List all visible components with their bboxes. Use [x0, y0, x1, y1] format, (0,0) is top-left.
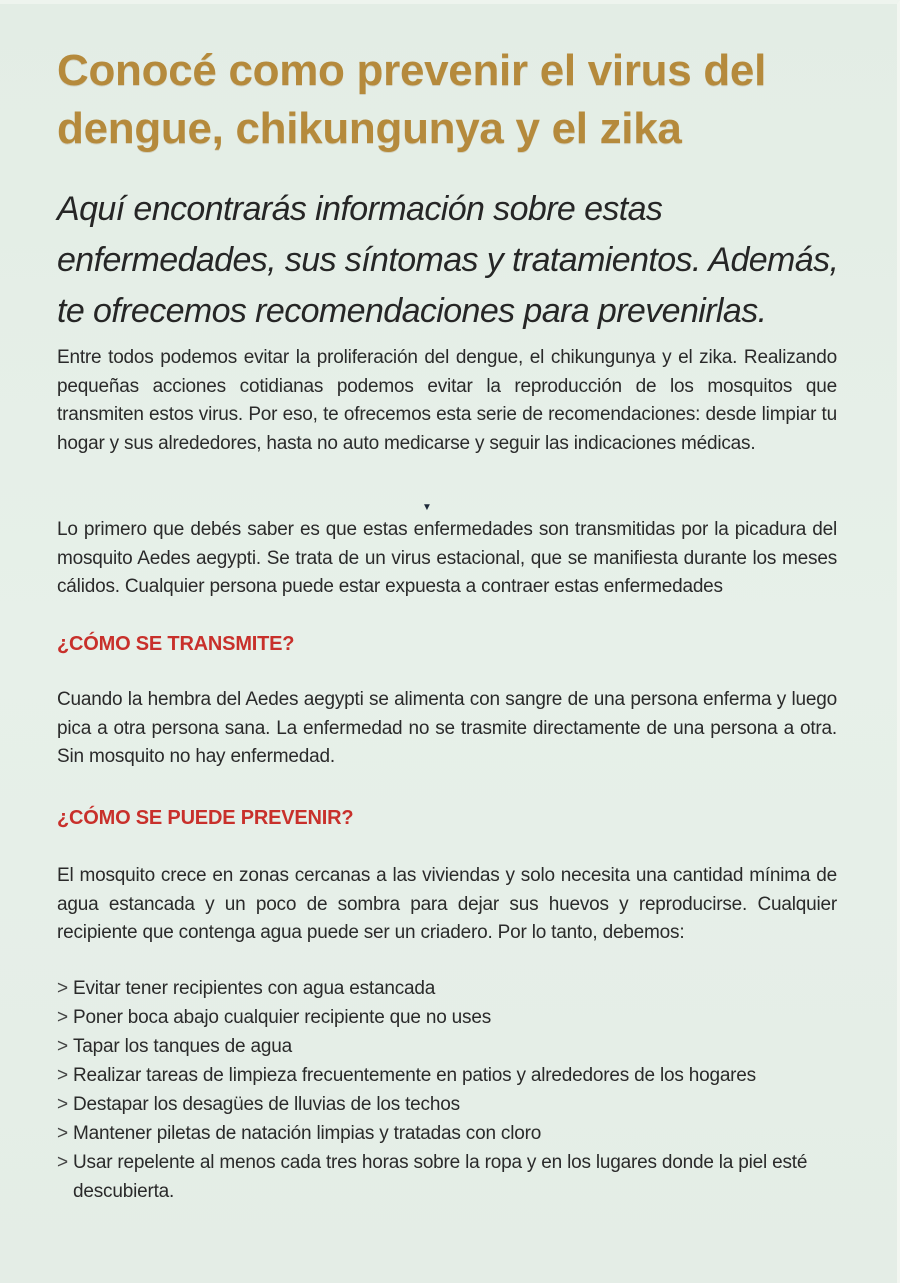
list-item [57, 1061, 827, 1090]
transmission-heading: ¿CÓMO SE TRANSMITE? [57, 633, 295, 655]
list-item-text: Destapar los desagües de lluvias de los techos [73, 1094, 460, 1115]
prevention-paragraph: El mosquito crece en zonas cercanas a las viviendas y solo necesita una cantidad mínima de agua estancada y un poco de sombra para dejar sus huevos y reproducirse. Cualquier recipiente que contenga agua puede ser un criadero. Por lo tanto, debemos: [57, 865, 837, 944]
first-paragraph: Lo primero que debés saber es que estas enfermedades son transmitidas por la picadura del mosquito Aedes aegypti. Se trata de un virus estacional, que se manifiesta durante los meses cálidos. Cualquier persona puede estar expuesta a contraer estas enfermedades [57, 519, 837, 598]
list-marker: > [57, 1094, 68, 1115]
list-item [57, 1003, 827, 1032]
list-item-text: Tapar los tanques de agua [73, 1036, 292, 1057]
prevention-heading: ¿CÓMO SE PUEDE PREVENIR? [57, 807, 354, 829]
intro-paragraph: Entre todos podemos evitar la proliferación del dengue, el chikungunya y el zika. Realizando pequeñas acciones cotidianas podemos evitar la reproducción de los mosquitos que transmiten estos virus. Por eso, te ofrecemos esta serie de recomendaciones: desde limpiar tu hogar y sus alrededores, hasta no auto medicarse y seguir las indicaciones médicas. [57, 347, 837, 454]
transmission-paragraph: Cuando la hembra del Aedes aegypti se alimenta con sangre de una persona enferma y luego pica a otra persona sana. La enfermedad no se trasmite directamente de una persona a otra. Sin mosquito no hay enfermedad. [57, 689, 837, 768]
page-subtitle: Aquí encontrarás información sobre estas enfermedades, sus síntomas y tratamientos. Además, te ofrecemos recomendaciones para prevenirlas. [57, 190, 839, 330]
list-item-text: Realizar tareas de limpieza frecuentemente en patios y alrededores de los hogares [73, 1065, 756, 1086]
list-marker: > [57, 1152, 68, 1173]
recommendations-list [57, 974, 827, 1206]
list-item [57, 1032, 827, 1061]
scan-speck-mark: ▼ [422, 502, 432, 513]
page-title: Conocé como prevenir el virus del dengue, chikungunya y el zika [57, 46, 766, 153]
list-item [57, 1148, 827, 1206]
list-marker: > [57, 1123, 68, 1144]
list-marker: > [57, 978, 68, 999]
list-item-text: Mantener piletas de natación limpias y tratadas con cloro [73, 1123, 542, 1144]
list-item [57, 974, 827, 1003]
list-marker: > [57, 1036, 68, 1057]
list-item-text: Usar repelente al menos cada tres horas sobre la ropa y en los lugares donde la piel esté descubierta. [73, 1152, 808, 1202]
list-item [57, 1119, 827, 1148]
list-marker: > [57, 1007, 68, 1028]
list-item [57, 1090, 827, 1119]
list-marker: > [57, 1065, 68, 1086]
list-item-text: Evitar tener recipientes con agua estancada [73, 978, 436, 999]
list-item-text: Poner boca abajo cualquier recipiente que no uses [73, 1007, 491, 1028]
